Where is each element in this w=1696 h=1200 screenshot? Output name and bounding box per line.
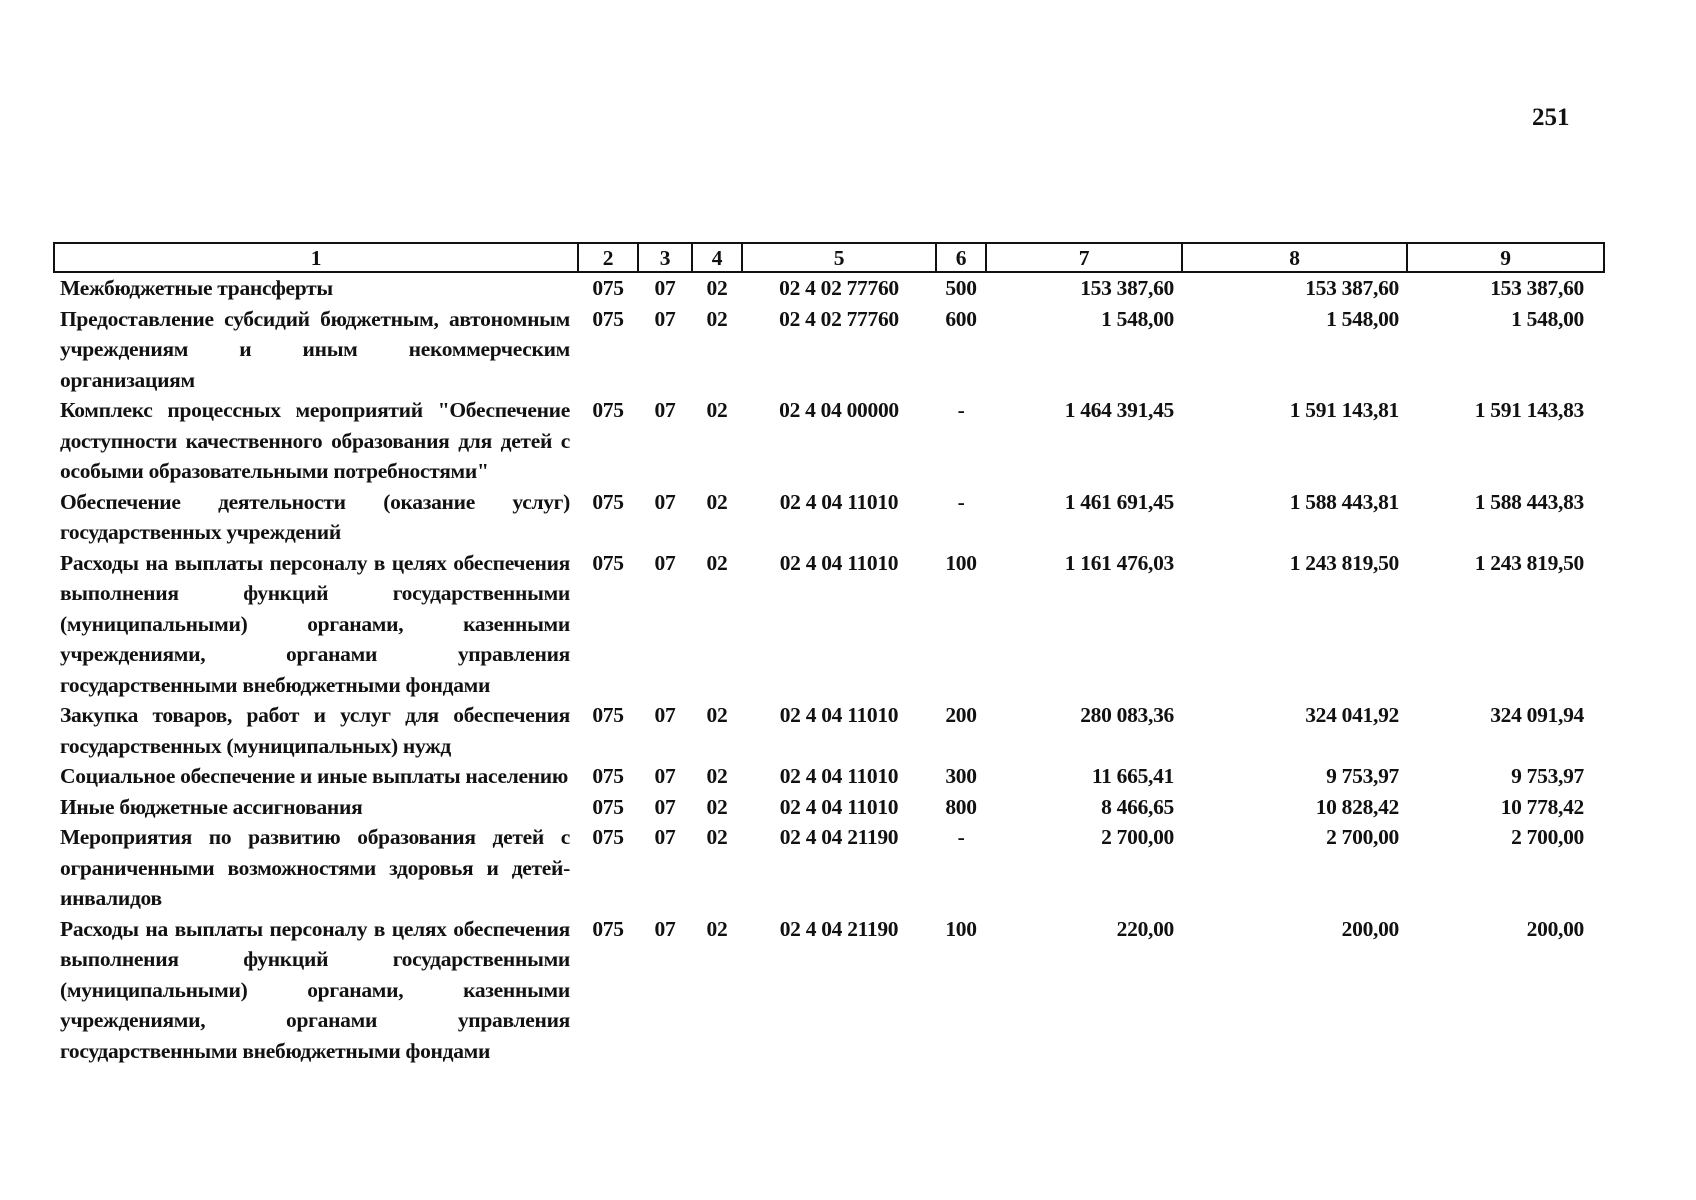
row-col9-value: 1 591 143,83 xyxy=(1474,398,1584,422)
row-name-text: Комплекс процессных мероприятий "Обеспечение доступности качественного образования для детей с особыми образовательными потребностями" xyxy=(60,398,570,483)
table-row xyxy=(54,761,1604,792)
row-col4-cell: 02 xyxy=(706,794,728,819)
row-col4-cell: 02 xyxy=(706,398,728,422)
row-col8-value: 1 548,00 xyxy=(1326,306,1399,331)
row-col8-value: 1 591 143,81 xyxy=(1289,398,1399,422)
row-name-cell xyxy=(54,761,578,792)
row-col2-cell: 075 xyxy=(592,398,624,422)
row-col8-value: 10 828,42 xyxy=(1315,794,1399,819)
row-code-cell: 02 4 02 77760 xyxy=(779,306,899,331)
row-col7-value: 1 461 691,45 xyxy=(1064,489,1174,514)
header-col-9: 9 xyxy=(1407,243,1604,272)
row-name-cell xyxy=(54,395,578,487)
row-col8-value: 1 588 443,81 xyxy=(1289,489,1399,514)
row-name-text: Иные бюджетные ассигнования xyxy=(60,794,363,819)
row-col7-value: 1 161 476,03 xyxy=(1064,550,1174,575)
row-name-text: Межбюджетные трансферты xyxy=(60,276,333,300)
row-col7-value: 153 387,60 xyxy=(1080,276,1174,300)
row-col3-cell: 07 xyxy=(654,306,676,331)
row-type-cell: 200 xyxy=(945,703,977,727)
header-col-3: 3 xyxy=(638,243,692,272)
row-col2-cell: 075 xyxy=(592,276,624,300)
row-col9-value: 324 091,94 xyxy=(1490,703,1584,727)
row-col2-cell: 075 xyxy=(592,703,624,727)
row-code-cell: 02 4 04 21190 xyxy=(779,825,899,849)
table-row xyxy=(54,304,1604,396)
row-col3-cell: 07 xyxy=(654,825,676,849)
row-col2-cell: 075 xyxy=(592,794,624,819)
row-col3-cell: 07 xyxy=(654,550,676,575)
row-name-cell xyxy=(54,487,578,548)
table-row xyxy=(54,395,1604,487)
row-code-cell: 02 4 04 11010 xyxy=(779,794,899,819)
table-row xyxy=(54,792,1604,823)
row-col4-cell: 02 xyxy=(706,306,728,331)
row-type-cell: 800 xyxy=(945,794,977,819)
row-col2-cell: 075 xyxy=(592,764,624,788)
header-col-8: 8 xyxy=(1182,243,1407,272)
row-col9-value: 2 700,00 xyxy=(1511,825,1584,849)
row-col9-value: 9 753,97 xyxy=(1511,764,1584,788)
row-col7-value: 1 464 391,45 xyxy=(1064,398,1174,422)
row-col3-cell: 07 xyxy=(654,489,676,514)
row-type-cell: - xyxy=(957,398,965,422)
row-col2-cell: 075 xyxy=(592,550,624,575)
row-col3-cell: 07 xyxy=(654,794,676,819)
row-code-cell: 02 4 04 11010 xyxy=(779,550,899,575)
page-number: 251 xyxy=(1532,104,1570,131)
row-col7-value: 2 700,00 xyxy=(1101,825,1174,849)
table-row xyxy=(54,700,1604,761)
row-col9-value: 1 243 819,50 xyxy=(1474,550,1584,575)
row-col3-cell: 07 xyxy=(654,916,676,941)
row-name-cell xyxy=(54,548,578,701)
row-code-cell: 02 4 04 11010 xyxy=(779,703,899,727)
table-row xyxy=(54,822,1604,914)
row-col3-cell: 07 xyxy=(654,276,676,300)
row-col3-cell: 07 xyxy=(654,764,676,788)
row-col7-value: 8 466,65 xyxy=(1101,794,1174,819)
row-code-cell: 02 4 04 11010 xyxy=(779,489,899,514)
row-name-text: Предоставление субсидий бюджетным, автономным учреждениям и иным некоммерческим организациям xyxy=(60,306,570,392)
row-col7-value: 220,00 xyxy=(1116,916,1174,941)
row-type-cell: 600 xyxy=(945,306,977,331)
row-name-text: Расходы на выплаты персоналу в целях обеспечения выполнения функций государственными (муниципальными) органами, казенными учреждениями, органами управления государственными внебюджетными фондами xyxy=(60,550,570,697)
row-col2-cell: 075 xyxy=(592,825,624,849)
table-row xyxy=(54,548,1604,701)
row-col9-value: 1 588 443,83 xyxy=(1474,489,1584,514)
table-header-row xyxy=(54,243,1604,272)
table-row xyxy=(54,487,1604,548)
row-type-cell: 100 xyxy=(945,916,977,941)
row-col4-cell: 02 xyxy=(706,764,728,788)
row-col2-cell: 075 xyxy=(592,306,624,331)
row-name-text: Мероприятия по развитию образования детей с ограниченными возможностями здоровья и детей-инвалидов xyxy=(60,825,570,910)
row-col9-value: 200,00 xyxy=(1526,916,1584,941)
table-row xyxy=(54,914,1604,1067)
row-col9-value: 153 387,60 xyxy=(1490,276,1584,300)
row-name-cell xyxy=(54,700,578,761)
row-col8-value: 1 243 819,50 xyxy=(1289,550,1399,575)
row-code-cell: 02 4 02 77760 xyxy=(779,276,899,300)
row-name-text: Закупка товаров, работ и услуг для обеспечения государственных (муниципальных) нужд xyxy=(60,703,570,758)
row-name-text: Социальное обеспечение и иные выплаты населению xyxy=(60,764,568,788)
header-col-7: 7 xyxy=(986,243,1182,272)
row-col8-value: 200,00 xyxy=(1341,916,1399,941)
row-col4-cell: 02 xyxy=(706,825,728,849)
header-col-2: 2 xyxy=(578,243,638,272)
row-col9-value: 10 778,42 xyxy=(1500,794,1584,819)
row-col2-cell: 075 xyxy=(592,916,624,941)
row-type-cell: - xyxy=(957,825,965,849)
row-name-cell xyxy=(54,304,578,396)
row-name-cell xyxy=(54,272,578,304)
row-code-cell: 02 4 04 00000 xyxy=(779,398,899,422)
row-type-cell: - xyxy=(957,489,965,514)
header-col-4: 4 xyxy=(692,243,742,272)
row-col4-cell: 02 xyxy=(706,276,728,300)
row-name-text: Обеспечение деятельности (оказание услуг) государственных учреждений xyxy=(60,489,570,544)
row-code-cell: 02 4 04 21190 xyxy=(779,916,899,941)
row-name-cell xyxy=(54,792,578,823)
row-col7-value: 280 083,36 xyxy=(1080,703,1174,727)
row-col4-cell: 02 xyxy=(706,489,728,514)
row-col3-cell: 07 xyxy=(654,398,676,422)
row-type-cell: 500 xyxy=(945,276,977,300)
table-body xyxy=(54,272,1604,1066)
budget-table xyxy=(53,242,1605,1066)
header-col-1: 1 xyxy=(54,243,578,272)
row-col7-value: 11 665,41 xyxy=(1091,764,1174,788)
row-col4-cell: 02 xyxy=(706,550,728,575)
row-col4-cell: 02 xyxy=(706,916,728,941)
row-code-cell: 02 4 04 11010 xyxy=(779,764,899,788)
row-type-cell: 300 xyxy=(945,764,977,788)
row-col2-cell: 075 xyxy=(592,489,624,514)
row-col7-value: 1 548,00 xyxy=(1101,306,1174,331)
row-type-cell: 100 xyxy=(945,550,977,575)
header-col-6: 6 xyxy=(936,243,986,272)
row-name-cell xyxy=(54,914,578,1067)
table-row xyxy=(54,272,1604,304)
row-name-cell xyxy=(54,822,578,914)
row-col4-cell: 02 xyxy=(706,703,728,727)
row-col8-value: 9 753,97 xyxy=(1326,764,1399,788)
row-name-text: Расходы на выплаты персоналу в целях обеспечения выполнения функций государственными (муниципальными) органами, казенными учреждениями, органами управления государственными внебюджетными фондами xyxy=(60,916,570,1063)
row-col8-value: 153 387,60 xyxy=(1305,276,1399,300)
row-col8-value: 324 041,92 xyxy=(1305,703,1399,727)
row-col3-cell: 07 xyxy=(654,703,676,727)
row-col9-value: 1 548,00 xyxy=(1511,306,1584,331)
row-col8-value: 2 700,00 xyxy=(1326,825,1399,849)
header-col-5: 5 xyxy=(742,243,936,272)
